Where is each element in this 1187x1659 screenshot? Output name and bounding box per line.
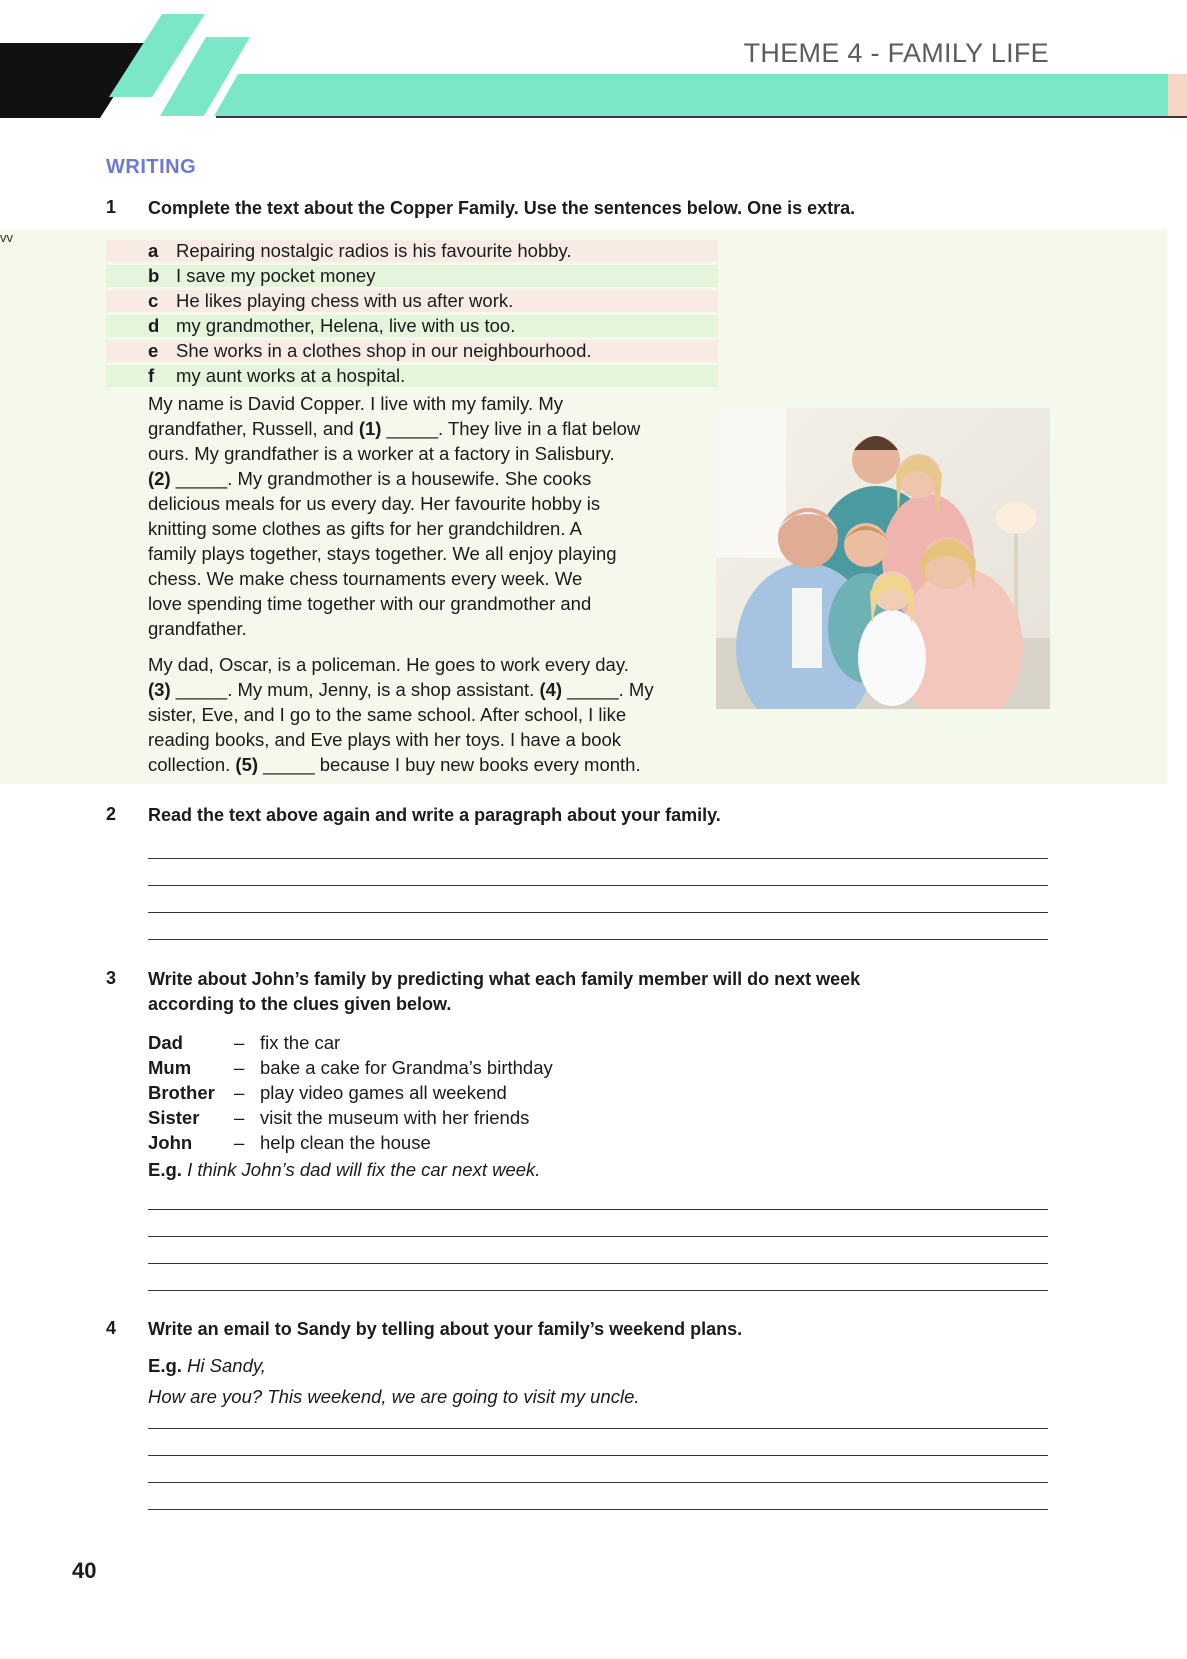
answer-line[interactable]: [148, 913, 1048, 940]
option-text: my grandmother, Helena, live with us too.: [176, 315, 516, 336]
passage-line: My name is David Copper. I live with my family. My: [148, 393, 563, 414]
blank-3-label: (3): [148, 679, 171, 700]
answer-line[interactable]: [148, 1402, 1048, 1429]
header-mint-bar: [214, 74, 1187, 116]
answer-line[interactable]: [148, 859, 1048, 886]
q3-answer-lines[interactable]: [148, 1183, 1048, 1291]
option-letter: d: [148, 315, 160, 336]
example-label: E.g.: [148, 1159, 182, 1180]
passage-line: knitting some clothes as gifts for her grandchildren. A: [148, 518, 582, 539]
option-a: [106, 240, 718, 262]
q3-instruction: [148, 967, 1078, 1017]
passage-line: ours. My grandfather is a worker at a factory in Salisbury.: [148, 443, 615, 464]
clue-row: John – help clean the house: [148, 1131, 431, 1153]
blank-1-label: (1): [358, 418, 382, 439]
option-letter: a: [148, 240, 159, 261]
passage-line: (2) _____. My grandmother is a housewife. She cooks: [148, 468, 592, 489]
q3-clues: [148, 1030, 553, 1155]
option-d: [106, 315, 718, 337]
passage-line: love spending time together with our grandmother and: [148, 593, 592, 614]
example-label: E.g.: [148, 1355, 182, 1376]
answer-line[interactable]: [148, 1429, 1048, 1456]
header-peach-tab: [1168, 74, 1187, 116]
q2-instruction: Read the text above again and write a paragraph about your family.: [148, 805, 721, 825]
clue-row: Dad – fix the car: [148, 1031, 341, 1053]
option-letter: b: [148, 265, 160, 286]
option-text: Repairing nostalgic radios is his favourite hobby.: [176, 240, 572, 261]
blank-2-label: (2): [148, 468, 171, 489]
clue-row: Brother – play video games all weekend: [148, 1081, 507, 1103]
answer-line[interactable]: [148, 1210, 1048, 1237]
clue-row: Mum – bake a cake for Grandma’s birthday: [148, 1056, 553, 1078]
q3-instruction-line: Write about John’s family by predicting what each family member will do next week: [148, 969, 861, 989]
margin-marker: vv: [0, 230, 13, 245]
answer-line[interactable]: [148, 1183, 1048, 1210]
q3-number: 3: [106, 968, 117, 988]
passage-line: family plays together, stays together. We all enjoy playing: [148, 543, 617, 564]
option-b: [106, 265, 718, 287]
theme-title: THEME 4 - FAMILY LIFE: [743, 38, 1049, 68]
q3-example: [148, 1157, 540, 1182]
example-text: Hi Sandy,: [187, 1355, 266, 1376]
q3-instruction-line: according to the clues given below.: [148, 994, 452, 1014]
passage-line: grandfather.: [148, 618, 247, 639]
options-list: [106, 240, 718, 390]
q4-instruction: Write an email to Sandy by telling about your family’s weekend plans.: [148, 1319, 743, 1339]
option-text: He likes playing chess with us after work.: [176, 290, 514, 311]
example-text: I think John’s dad will fix the car next week.: [187, 1159, 541, 1180]
family-photo: [716, 408, 1050, 709]
option-f: [106, 365, 718, 387]
answer-line[interactable]: [148, 1264, 1048, 1291]
passage-line: chess. We make chess tournaments every week. We: [148, 568, 583, 589]
option-text: I save my pocket money: [176, 265, 376, 286]
answer-line[interactable]: [148, 1456, 1048, 1483]
example-text: How are you? This weekend, we are going to visit my uncle.: [148, 1386, 640, 1407]
q1-number: 1: [106, 197, 117, 217]
q4-example: [148, 1353, 640, 1409]
passage-line: delicious meals for us every day. Her favourite hobby is: [148, 493, 601, 514]
passage-line: grandfather, Russell, and (1) _____. They live in a flat below: [148, 418, 641, 439]
option-c: [106, 290, 718, 312]
option-text: my aunt works at a hospital.: [176, 365, 406, 386]
q2-answer-lines[interactable]: [148, 832, 1048, 940]
q1-instruction: Complete the text about the Copper Family. Use the sentences below. One is extra.: [148, 198, 856, 218]
blank-5-label: (5): [235, 754, 259, 775]
q4-number: 4: [106, 1318, 117, 1338]
clue-row: Sister – visit the museum with her friends: [148, 1106, 530, 1128]
answer-line[interactable]: [148, 1237, 1048, 1264]
passage-line: My dad, Oscar, is a policeman. He goes to work every day.: [148, 654, 629, 675]
q4-answer-lines[interactable]: [148, 1402, 1048, 1510]
passage-line: (3) _____. My mum, Jenny, is a shop assistant. (4) _____. My: [148, 679, 654, 700]
q2-number: 2: [106, 804, 117, 824]
option-letter: c: [148, 290, 159, 311]
option-text: She works in a clothes shop in our neighbourhood.: [176, 340, 592, 361]
passage-paragraph-2: [148, 652, 714, 777]
page-number: 40: [72, 1558, 97, 1583]
passage-line: reading books, and Eve plays with her toys. I have a book: [148, 729, 622, 750]
passage-line: collection. (5) _____ because I buy new books every month.: [148, 754, 641, 775]
passage-line: sister, Eve, and I go to the same school. After school, I like: [148, 704, 627, 725]
answer-line[interactable]: [148, 1483, 1048, 1510]
option-letter: e: [148, 340, 159, 361]
option-e: [106, 340, 718, 362]
answer-line[interactable]: [148, 832, 1048, 859]
option-letter: f: [148, 365, 155, 386]
section-title: WRITING: [106, 156, 197, 178]
passage-paragraph-1: [148, 391, 714, 641]
blank-4-label: (4): [539, 679, 563, 700]
answer-line[interactable]: [148, 886, 1048, 913]
